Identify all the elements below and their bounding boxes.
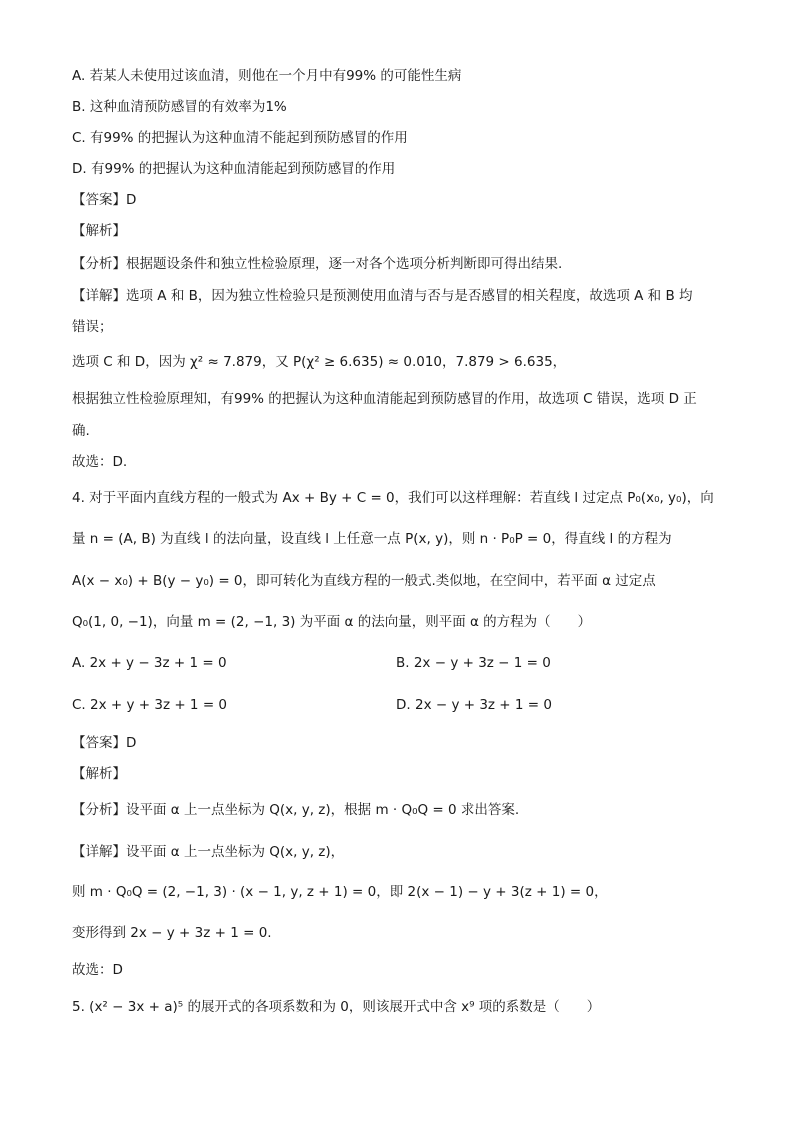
q4-xiangjie-line-2: 则 m · Q₀Q = (2, −1, 3) · (x − 1, y, z + 1) = 0，即 2(x − 1) − y + 3(z + 1) = 0， (72, 884, 608, 900)
q4-xiangjie-line-1: 【详解】设平面 α 上一点坐标为 Q(x, y, z)， (72, 844, 345, 860)
q3-xiangjie-line-3: 选项 C 和 D，因为 χ² ≈ 7.879，又 P(χ² ≥ 6.635) ≈ 0.010，7.879 > 6.635， (72, 354, 567, 370)
q3-xiangjie-line-5: 确. (72, 423, 90, 439)
q4-option-b: B. 2x − y + 3z − 1 = 0 (396, 655, 551, 671)
q4-stem-line-1: 4. 对于平面内直线方程的一般式为 Ax + By + C = 0，我们可以这样理解：若直线 l 过定点 P₀(x₀, y₀)，向 (72, 490, 714, 506)
q3-option-b: B. 这种血清预防感冒的有效率为1% (72, 99, 287, 115)
q3-option-c: C. 有99% 的把握认为这种血清不能起到预防感冒的作用 (72, 130, 408, 146)
q3-xiangjie-line-1: 【详解】选项 A 和 B，因为独立性检验只是预测使用血清与否与是否感冒的相关程度，故选项 A 和 B 均 (72, 288, 693, 304)
q4-option-c: C. 2x + y + 3z + 1 = 0 (72, 697, 228, 713)
q3-answer: 【答案】D (72, 192, 137, 208)
q4-stem-line-3: A(x − x₀) + B(y − y₀) = 0，即可转化为直线方程的一般式.类似地，在空间中，若平面 α 过定点 (72, 573, 656, 589)
q4-stem-line-4: Q₀(1, 0, −1)，向量 m = (2, −1, 3) 为平面 α 的法向量，则平面 α 的方程为（ ） (72, 614, 592, 630)
q4-stem-line-2: 量 n = (A, B) 为直线 l 的法向量，设直线 l 上任意一点 P(x, y)，则 n · P₀P = 0，得直线 l 的方程为 (72, 531, 672, 547)
q4-fenxi: 【分析】设平面 α 上一点坐标为 Q(x, y, z)，根据 m · Q₀Q = 0 求出答案. (72, 802, 520, 818)
q4-choice: 故选：D (72, 962, 123, 978)
q3-option-d: D. 有99% 的把握认为这种血清能起到预防感冒的作用 (72, 161, 396, 177)
q4-xiangjie-line-3: 变形得到 2x − y + 3z + 1 = 0. (72, 925, 272, 941)
q4-option-a: A. 2x + y − 3z + 1 = 0 (72, 655, 227, 671)
q5-stem: 5. (x² − 3x + a)⁵ 的展开式的各项系数和为 0，则该展开式中含 x⁹ 项的系数是（ ） (72, 999, 601, 1015)
q4-analysis-heading: 【解析】 (72, 766, 126, 782)
q3-option-a: A. 若某人未使用过该血清，则他在一个月中有99% 的可能性生病 (72, 68, 462, 84)
q3-fenxi: 【分析】根据题设条件和独立性检验原理，逐一对各个选项分析判断即可得出结果. (72, 256, 563, 272)
q4-option-d: D. 2x − y + 3z + 1 = 0 (396, 697, 552, 713)
q4-answer: 【答案】D (72, 735, 137, 751)
q3-analysis-heading: 【解析】 (72, 223, 126, 239)
q3-xiangjie-line-4: 根据独立性检验原理知，有99% 的把握认为这种血清能起到预防感冒的作用，故选项 C 错误，选项 D 正 (72, 391, 697, 407)
q3-choice: 故选：D. (72, 454, 128, 470)
q3-xiangjie-line-2: 错误； (72, 319, 113, 335)
